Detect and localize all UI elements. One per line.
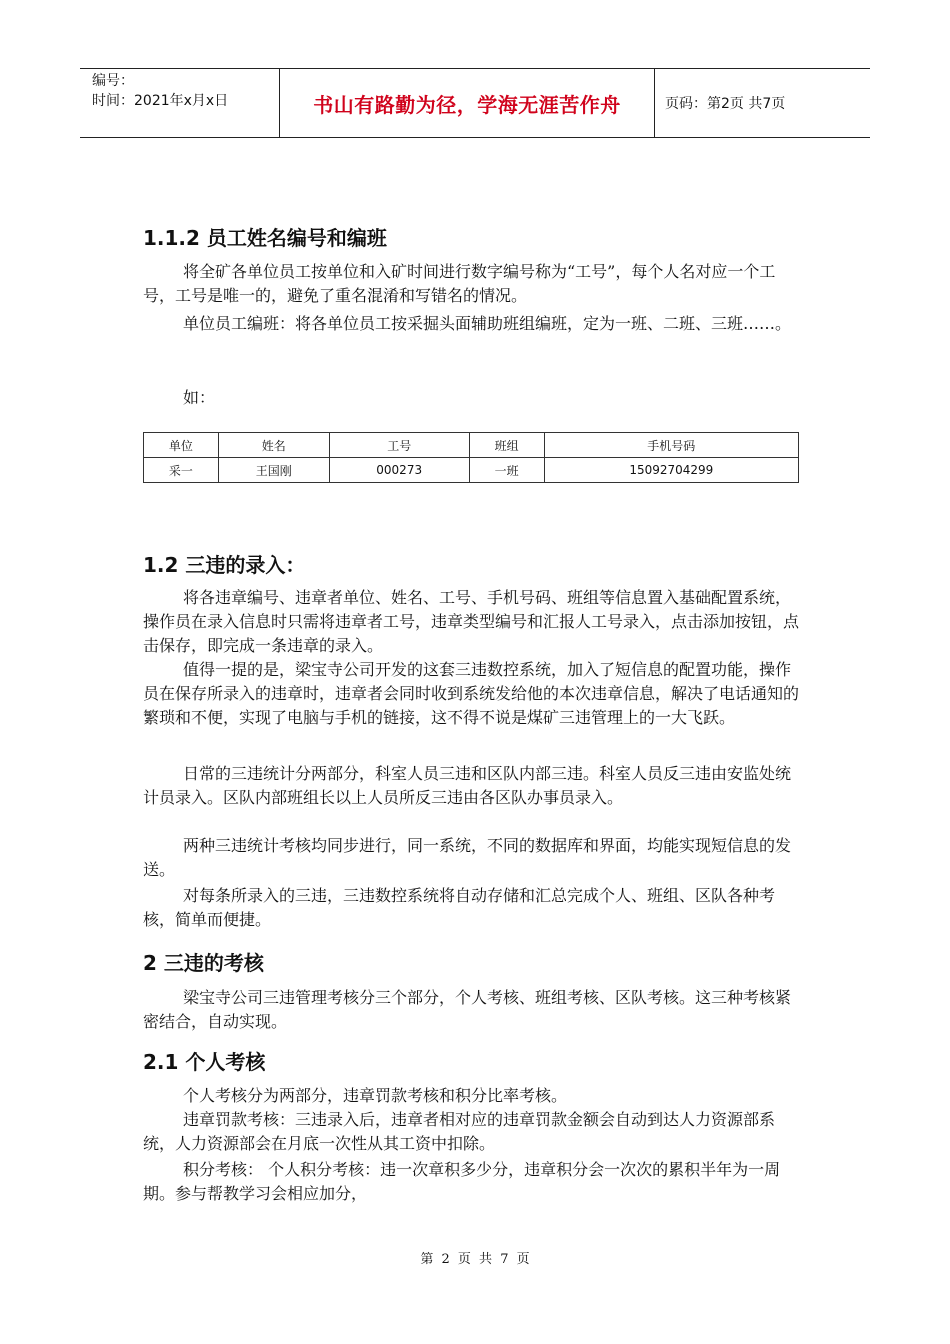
- table-cell: 一班: [469, 458, 544, 483]
- header-meta: [80, 69, 280, 137]
- table-header-cell: 单位: [144, 433, 219, 458]
- section-title-1-2: 1.2 三违的录入：: [143, 553, 306, 577]
- time-label: 时间：2021年x月x日: [92, 93, 229, 109]
- table-cell: 15092704299: [544, 458, 798, 483]
- table-header-cell: 班组: [469, 433, 544, 458]
- section-title-1-1-2: 1.1.2 员工姓名编号和编班: [143, 226, 387, 250]
- paragraph: 将各违章编号、违章者单位、姓名、工号、手机号码、班组等信息置入基础配置系统，操作员在录入信息时只需将违章者工号，违章类型编号和汇报人工号录入，点击添加按钮，点击保存，即完成一条违章的录入。: [143, 588, 800, 655]
- employee-sample-table: [143, 432, 799, 483]
- page-header: [80, 68, 870, 138]
- table-header-cell: 姓名: [218, 433, 329, 458]
- paragraph: 日常的三违统计分两部分，科室人员三违和区队内部三违。科室人员反三违由安监处统计员录入。区队内部班组长以上人员所反三违由各区队办事员录入。: [143, 764, 792, 807]
- table-header-cell: 手机号码: [544, 433, 798, 458]
- paragraph: 两种三违统计考核均同步进行，同一系统，不同的数据库和界面，均能实现短信息的发送。: [143, 836, 792, 879]
- table-header-row: [144, 433, 799, 458]
- page-footer: 第 2 页 共 7 页: [420, 1252, 530, 1267]
- table-cell: 采一: [144, 458, 219, 483]
- paragraph: 如：: [183, 388, 216, 407]
- header-motto: 书山有路勤为径，学海无涯苦作舟: [280, 69, 655, 137]
- table-row: [144, 458, 799, 483]
- section-title-2: 2 三违的考核: [143, 951, 264, 975]
- paragraph: 对每条所录入的三违，三违数控系统将自动存储和汇总完成个人、班组、区队各种考核，简单而便捷。: [143, 886, 776, 929]
- table-cell: 王国刚: [218, 458, 329, 483]
- section-title-2-1: 2.1 个人考核: [143, 1050, 266, 1074]
- paragraph: 违章罚款考核：三违录入后，违章者相对应的违章罚款金额会自动到达人力资源部系统，人力资源部会在月底一次性从其工资中扣除。: [143, 1110, 776, 1153]
- paragraph: 单位员工编班：将各单位员工按采掘头面辅助班组编班，定为一班、二班、三班……。: [183, 314, 792, 333]
- header-page-info: 页码：第2页 共7页: [665, 96, 786, 112]
- paragraph: 个人考核分为两部分，违章罚款考核和积分比率考核。: [183, 1086, 568, 1105]
- paragraph: 将全矿各单位员工按单位和入矿时间进行数字编号称为“工号”，每个人名对应一个工号，工号是唯一的，避免了重名混淆和写错名的情况。: [143, 262, 776, 305]
- paragraph: 值得一提的是，梁宝寺公司开发的这套三违数控系统，加入了短信息的配置功能，操作员在保存所录入的违章时，违章者会同时收到系统发给他的本次违章信息，解决了电话通知的繁琐和不便，实现了电脑与手机的链接，这不得不说是煤矿三违管理上的一大飞跃。: [143, 660, 800, 727]
- table-cell: 000273: [329, 458, 469, 483]
- paragraph: 积分考核： 个人积分考核：违一次章积多少分，违章积分会一次次的累积半年为一周期。参与帮教学习会相应加分，: [143, 1160, 781, 1203]
- table-header-cell: 工号: [329, 433, 469, 458]
- paragraph: 梁宝寺公司三违管理考核分三个部分，个人考核、班组考核、区队考核。这三种考核紧密结合，自动实现。: [143, 988, 792, 1031]
- number-label: 编号：: [92, 73, 134, 89]
